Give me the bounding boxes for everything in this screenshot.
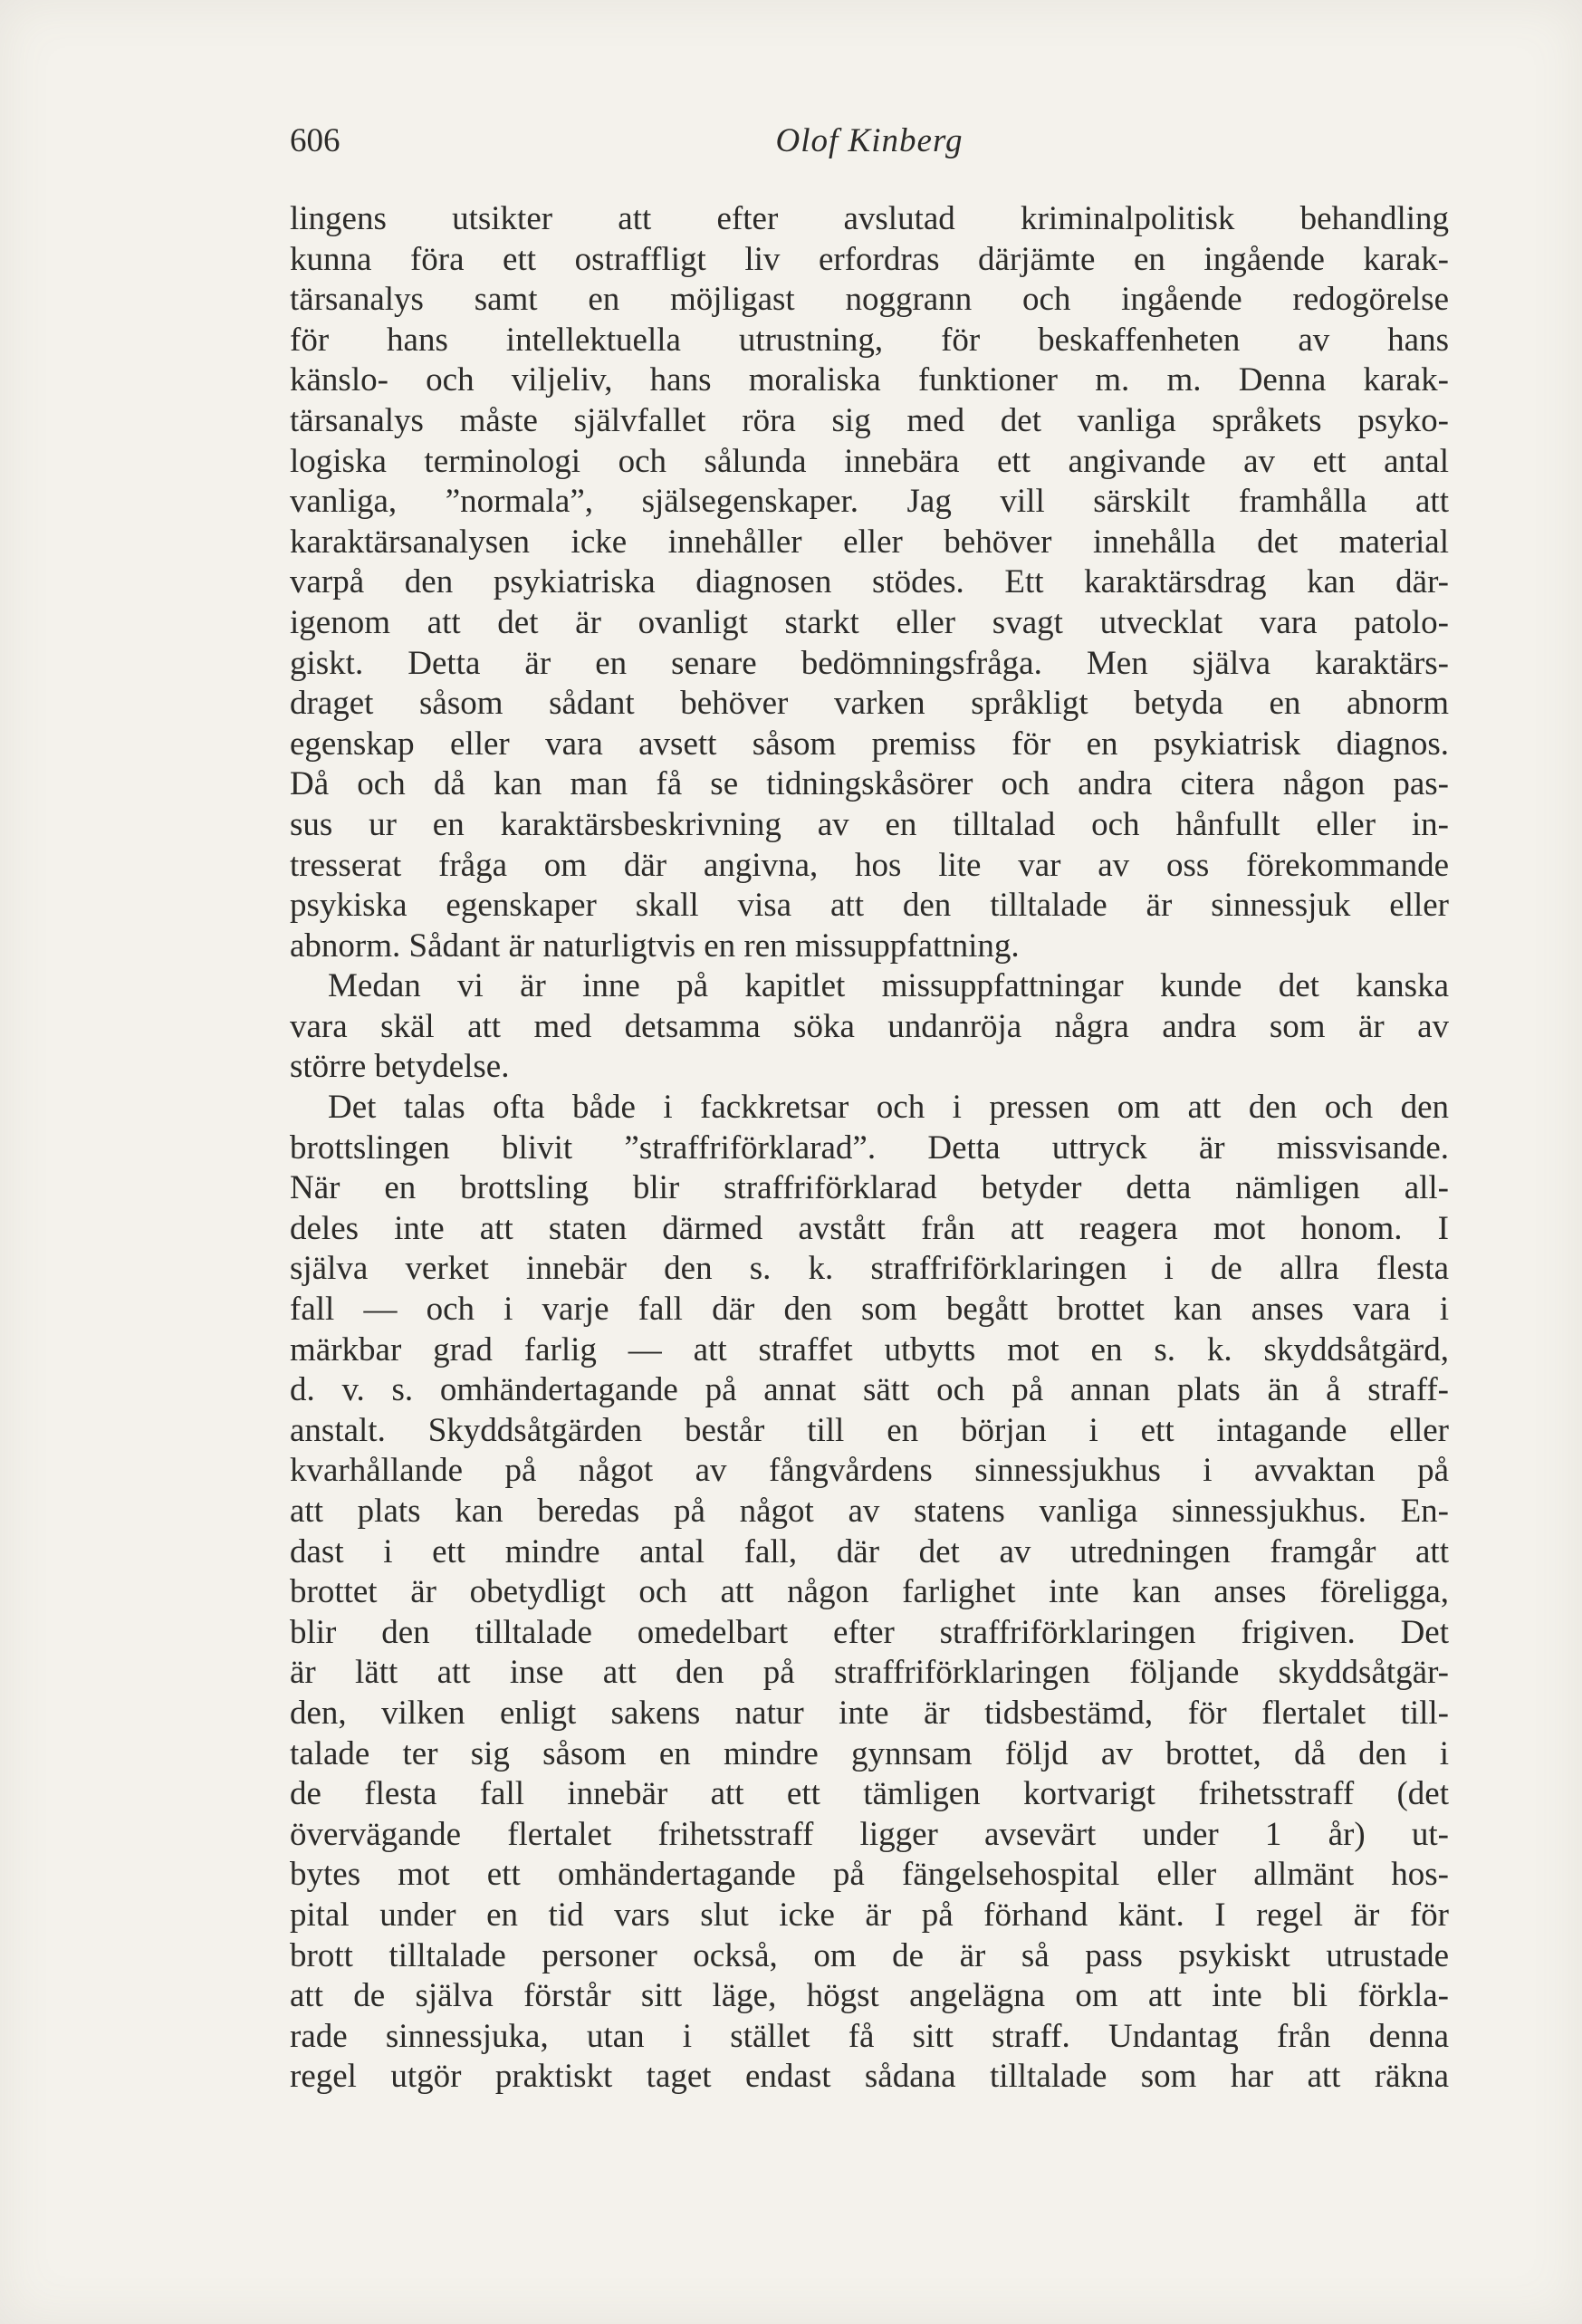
text-line: större betydelse. — [290, 1048, 510, 1086]
text-line: övervägande flertalet frihetsstraff ligger avsevärt under 1 år) ut- — [290, 1815, 1449, 1853]
page-number: 606 — [290, 122, 340, 159]
running-header — [290, 120, 1449, 161]
text-line: vanliga, ”normala”, själsegenskaper. Jag vill särskilt framhålla att — [290, 483, 1449, 521]
text-line: igenom att det är ovanligt starkt eller svagt utvecklat vara patolo- — [290, 603, 1449, 641]
text-line: för hans intellektuella utrustning, för beskaffenheten av hans — [290, 321, 1449, 359]
text-line: brott tilltalade personer också, om de är så pass psykiskt utrustade — [290, 1936, 1449, 1974]
paragraph — [290, 199, 1449, 966]
text-line: giskt. Detta är en senare bedömningsfråga. Men själva karaktärs- — [290, 644, 1449, 682]
text-line: regel utgör praktiskt taget endast sådana tilltalade som har att räkna — [290, 2058, 1449, 2096]
text-line: brottslingen blivit ”straffriförklarad”. Detta uttryck är missvisande. — [290, 1128, 1449, 1167]
text-line: tresserat fråga om där angivna, hos lite var av oss förekommande — [290, 846, 1449, 884]
text-line: Då och då kan man få se tidningskåsörer och andra citera någon pas- — [290, 765, 1449, 803]
text-line: d. v. s. omhändertagande på annat sätt och på annan plats än å straff- — [290, 1371, 1449, 1409]
text-line: lingens utsikter att efter avslutad kriminalpolitisk behandling — [290, 200, 1449, 237]
text-line: vara skäl att med detsamma söka undanröja några andra som är av — [290, 1007, 1449, 1045]
text-line: deles inte att staten därmed avstått från att reagera mot honom. I — [290, 1209, 1449, 1247]
text-line: kunna föra ett ostraffligt liv erfordras därjämte en ingående karak- — [290, 240, 1449, 278]
text-line: psykiska egenskaper skall visa att den tilltalade är sinnessjuk eller — [290, 887, 1449, 925]
text-line: talade ter sig såsom en mindre gynnsam följd av brottet, då den i — [290, 1734, 1449, 1772]
text-line: När en brottsling blir straffriförklarad betyder detta nämligen all- — [290, 1169, 1449, 1207]
text-line: den, vilken enligt sakens natur inte är tidsbestämd, för flertalet till- — [290, 1694, 1449, 1732]
text-line: kvarhållande på något av fångvårdens sinnessjukhus i avvaktan på — [290, 1452, 1449, 1490]
text-line: fall — och i varje fall där den som begått brottet kan anses vara i — [290, 1291, 1449, 1329]
paragraph — [290, 966, 1449, 1088]
text-line: brottet är obetydligt och att någon farlighet inte kan anses föreligga, — [290, 1573, 1449, 1611]
text-line: själva verket innebär den s. k. straffriförklaringen i de allra flesta — [290, 1250, 1449, 1288]
text-line: dast i ett mindre antal fall, där det av utredningen framgår att — [290, 1532, 1449, 1570]
running-title: Olof Kinberg — [775, 122, 964, 159]
text-line: sus ur en karaktärsbeskrivning av en tilltalad och hånfullt eller in- — [290, 805, 1449, 843]
text-line: att de själva förstår sitt läge, högst angelägna om att inte bli förkla- — [290, 1977, 1449, 2015]
text-line: märkbar grad farlig — att straffet utbytts mot en s. k. skyddsåtgärd, — [290, 1330, 1449, 1368]
text-line: anstalt. Skyddsåtgärden består till en början i ett intagande eller — [290, 1411, 1449, 1449]
text-line: pital under en tid vars slut icke är på förhand känt. I regel är för — [290, 1896, 1449, 1934]
text-line: blir den tilltalade omedelbart efter straffriförklaringen frigiven. Det — [290, 1613, 1449, 1651]
text-line: egenskap eller vara avsett såsom premiss för en psykiatrisk diagnos. — [290, 725, 1449, 763]
text-line: abnorm. Sådant är naturligtvis en ren missuppfattning. — [290, 927, 1020, 965]
text-line: känslo- och viljeliv, hans moraliska funktioner m. m. Denna karak- — [290, 361, 1449, 399]
text-line: rade sinnessjuka, utan i stället få sitt straff. Undantag från denna — [290, 2017, 1449, 2055]
text-line: karaktärsanalysen icke innehåller eller behöver innehålla det material — [290, 523, 1449, 561]
text-line: draget såsom sådant behöver varken språkligt betyda en abnorm — [290, 685, 1449, 723]
text-line: är lätt att inse att den på straffriförklaringen följande skyddsåtgär- — [290, 1654, 1449, 1692]
text-line: varpå den psykiatriska diagnosen stödes. Ett karaktärsdrag kan där- — [290, 563, 1449, 601]
text-line: Medan vi är inne på kapitlet missuppfattningar kunde det kanska — [328, 967, 1449, 1005]
text-line: de flesta fall innebär att ett tämligen kortvarigt frihetsstraff (det — [290, 1775, 1449, 1813]
text-line: Det talas ofta både i fackkretsar och i pressen om att den och den — [328, 1089, 1449, 1127]
text-line: tärsanalys samt en möjligast noggrann och ingående redogörelse — [290, 281, 1449, 319]
body-text — [290, 199, 1449, 2098]
text-line: att plats kan beredas på något av statens vanliga sinnessjukhus. En- — [290, 1493, 1449, 1530]
text-line: tärsanalys måste självfallet röra sig med det vanliga språkets psyko- — [290, 401, 1449, 439]
paragraph — [290, 1088, 1449, 2098]
text-line: bytes mot ett omhändertagande på fängelsehospital eller allmänt hos- — [290, 1856, 1449, 1894]
text-line: logiska terminologi och sålunda innebära ett angivande av ett antal — [290, 442, 1449, 480]
